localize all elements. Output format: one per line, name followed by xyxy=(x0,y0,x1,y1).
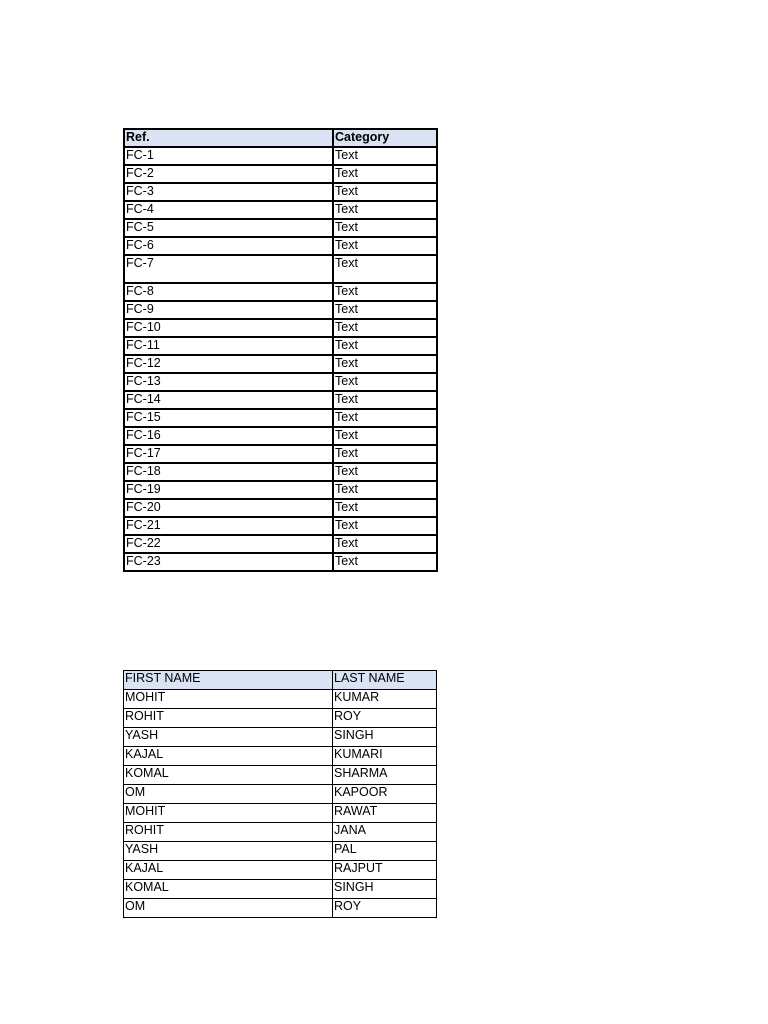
category-cell: Text xyxy=(333,499,437,517)
category-cell: Text xyxy=(333,337,437,355)
ref-cell: FC-22 xyxy=(124,535,333,553)
ref-cell: FC-9 xyxy=(124,301,333,319)
table-row xyxy=(124,373,437,391)
category-cell: Text xyxy=(333,553,437,571)
category-cell: Text xyxy=(333,463,437,481)
column-header-first-name: FIRST NAME xyxy=(124,671,333,690)
category-cell: Text xyxy=(333,219,437,237)
first-name-cell: YASH xyxy=(124,728,333,747)
first-name-cell: MOHIT xyxy=(124,690,333,709)
ref-cell: FC-18 xyxy=(124,463,333,481)
table-row xyxy=(124,183,437,201)
table-row xyxy=(124,842,437,861)
last-name-cell: KUMAR xyxy=(333,690,437,709)
table-row xyxy=(124,427,437,445)
category-cell: Text xyxy=(333,445,437,463)
category-cell: Text xyxy=(333,481,437,499)
column-header-ref: Ref. xyxy=(124,129,333,147)
name-table xyxy=(123,670,437,918)
last-name-cell: RAJPUT xyxy=(333,861,437,880)
category-cell: Text xyxy=(333,319,437,337)
table-row xyxy=(124,147,437,165)
table-header-row xyxy=(124,129,437,147)
table-row xyxy=(124,553,437,571)
ref-cell: FC-6 xyxy=(124,237,333,255)
category-cell: Text xyxy=(333,535,437,553)
column-header-category: Category xyxy=(333,129,437,147)
table-row xyxy=(124,499,437,517)
ref-cell: FC-21 xyxy=(124,517,333,535)
last-name-cell: ROY xyxy=(333,899,437,918)
ref-cell: FC-12 xyxy=(124,355,333,373)
table-row xyxy=(124,535,437,553)
ref-cell: FC-19 xyxy=(124,481,333,499)
ref-cell: FC-15 xyxy=(124,409,333,427)
table-row xyxy=(124,283,437,301)
category-cell: Text xyxy=(333,237,437,255)
category-cell: Text xyxy=(333,391,437,409)
first-name-cell: KAJAL xyxy=(124,747,333,766)
table-header-row xyxy=(124,671,437,690)
first-name-cell: KAJAL xyxy=(124,861,333,880)
category-cell: Text xyxy=(333,517,437,535)
table-row xyxy=(124,319,437,337)
table-row xyxy=(124,255,437,283)
category-cell: Text xyxy=(333,355,437,373)
ref-category-table xyxy=(123,128,438,572)
table-row xyxy=(124,804,437,823)
ref-cell: FC-13 xyxy=(124,373,333,391)
table-row xyxy=(124,709,437,728)
first-name-cell: OM xyxy=(124,785,333,804)
last-name-cell: SHARMA xyxy=(333,766,437,785)
category-cell: Text xyxy=(333,283,437,301)
table-row xyxy=(124,409,437,427)
category-cell: Text xyxy=(333,409,437,427)
category-cell: Text xyxy=(333,201,437,219)
first-name-cell: ROHIT xyxy=(124,709,333,728)
first-name-cell: OM xyxy=(124,899,333,918)
column-header-last-name: LAST NAME xyxy=(333,671,437,690)
ref-cell: FC-23 xyxy=(124,553,333,571)
table-row xyxy=(124,355,437,373)
table-row xyxy=(124,219,437,237)
category-cell: Text xyxy=(333,165,437,183)
category-cell: Text xyxy=(333,427,437,445)
table-row xyxy=(124,237,437,255)
last-name-cell: SINGH xyxy=(333,880,437,899)
table-row xyxy=(124,747,437,766)
ref-cell: FC-5 xyxy=(124,219,333,237)
first-name-cell: KOMAL xyxy=(124,880,333,899)
table-row xyxy=(124,463,437,481)
ref-cell: FC-4 xyxy=(124,201,333,219)
category-cell: Text xyxy=(333,183,437,201)
table-row xyxy=(124,861,437,880)
ref-cell: FC-7 xyxy=(124,255,333,283)
category-cell: Text xyxy=(333,147,437,165)
ref-cell: FC-17 xyxy=(124,445,333,463)
last-name-cell: SINGH xyxy=(333,728,437,747)
table-row xyxy=(124,337,437,355)
ref-cell: FC-1 xyxy=(124,147,333,165)
ref-cell: FC-2 xyxy=(124,165,333,183)
table-row xyxy=(124,165,437,183)
category-cell: Text xyxy=(333,301,437,319)
ref-cell: FC-14 xyxy=(124,391,333,409)
table-row xyxy=(124,728,437,747)
category-cell: Text xyxy=(333,255,437,283)
first-name-cell: YASH xyxy=(124,842,333,861)
first-name-cell: MOHIT xyxy=(124,804,333,823)
last-name-cell: RAWAT xyxy=(333,804,437,823)
last-name-cell: ROY xyxy=(333,709,437,728)
table-row xyxy=(124,785,437,804)
ref-cell: FC-10 xyxy=(124,319,333,337)
ref-cell: FC-3 xyxy=(124,183,333,201)
table-row xyxy=(124,690,437,709)
table-row xyxy=(124,445,437,463)
first-name-cell: KOMAL xyxy=(124,766,333,785)
ref-cell: FC-11 xyxy=(124,337,333,355)
table-row xyxy=(124,481,437,499)
table-row xyxy=(124,823,437,842)
table-row xyxy=(124,391,437,409)
table-row xyxy=(124,201,437,219)
category-cell: Text xyxy=(333,373,437,391)
ref-cell: FC-16 xyxy=(124,427,333,445)
table-row xyxy=(124,880,437,899)
ref-cell: FC-8 xyxy=(124,283,333,301)
table-row xyxy=(124,301,437,319)
table-row xyxy=(124,517,437,535)
first-name-cell: ROHIT xyxy=(124,823,333,842)
last-name-cell: KUMARI xyxy=(333,747,437,766)
table-row xyxy=(124,766,437,785)
last-name-cell: KAPOOR xyxy=(333,785,437,804)
ref-cell: FC-20 xyxy=(124,499,333,517)
table-row xyxy=(124,899,437,918)
last-name-cell: PAL xyxy=(333,842,437,861)
last-name-cell: JANA xyxy=(333,823,437,842)
